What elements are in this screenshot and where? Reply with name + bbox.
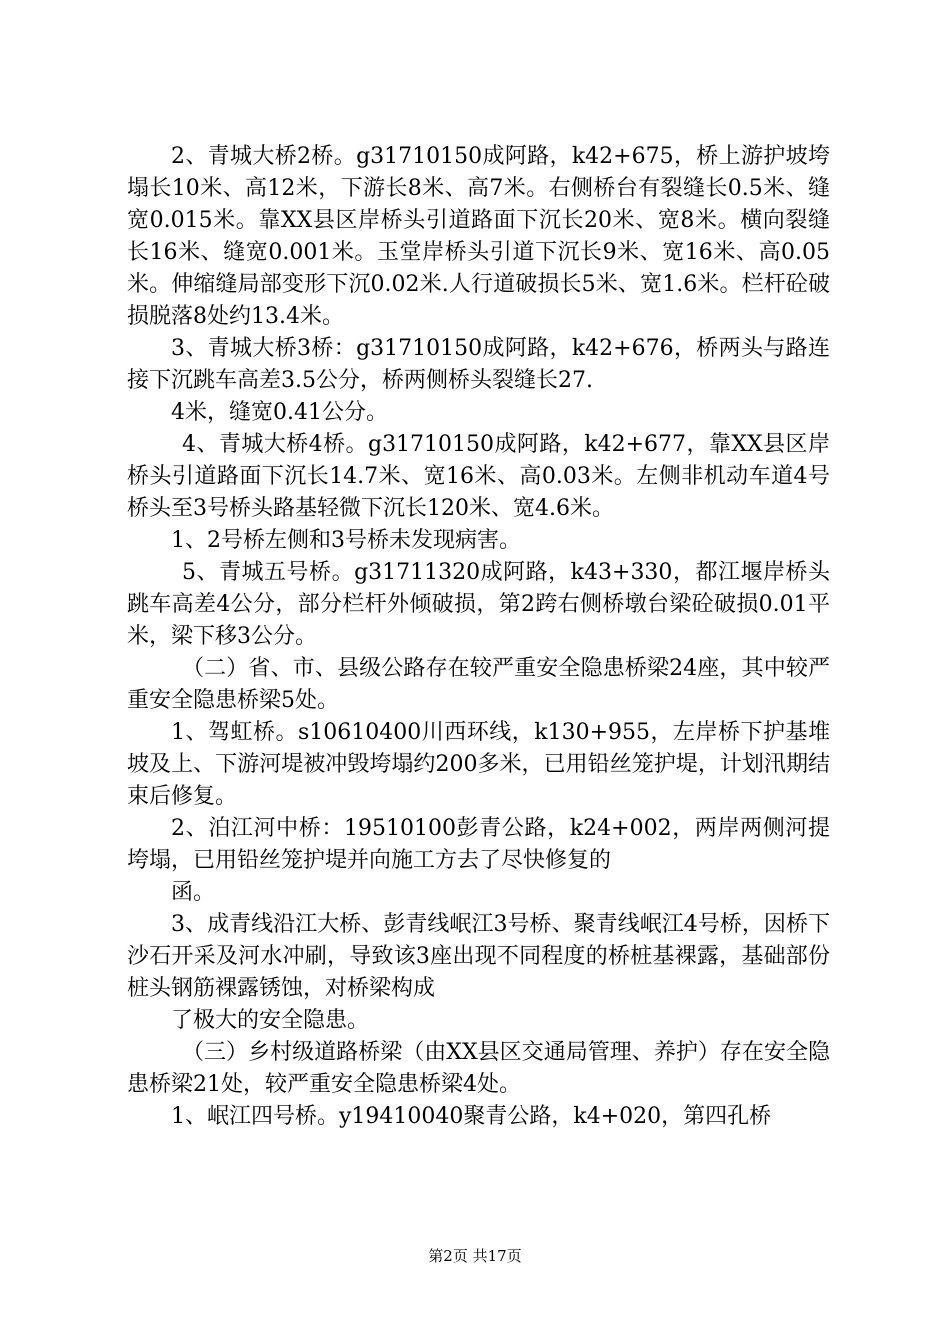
paragraph: 了极大的安全隐患。	[171, 1008, 370, 1033]
paragraph: 4、青城大桥4桥。g31710150成阿路，k42+677，靠XX县区岸桥头引道路面下沉长14.7米、宽16米、高0.03米。左侧非机动车道4号桥头至3号桥头路基轻微下沉长120米、宽4.6米。	[127, 432, 830, 521]
paragraph: 1、2号桥左侧和3号桥未发现病害。	[171, 528, 521, 553]
page-number-footer: 第2页 共17页	[428, 1247, 522, 1265]
paragraph: 3、青城大桥3桥：g31710150成阿路，k42+676，桥两头与路连接下沉跳车高差3.5公分，桥两侧桥头裂缝长27.	[127, 336, 830, 393]
paragraph: 3、成青线沿江大桥、彭青线岷江3号桥、聚青线岷江4号桥，因桥下沙石开采及河水冲刷，导致该3座出现不同程度的桥桩基裸露，基础部份桩头钢筋裸露锈蚀，对桥梁构成	[127, 912, 830, 1001]
paragraph: （二）省、市、县级公路存在较严重安全隐患桥梁24座，其中较严重安全隐患桥梁5处。	[127, 656, 830, 713]
paragraph: 2、青城大桥2桥。g31710150成阿路，k42+675，桥上游护坡垮塌长10米、高12米，下游长8米、高7米。右侧桥台有裂缝长0.5米、缝宽0.015米。靠XX县区岸桥头引道路面下沉长20米、宽8米。横向裂缝长16米、缝宽0.001米。玉堂岸桥头引道下沉长9米、宽16米、高0.05米。伸缩缝局部变形下沉0.02米.人行道破损长5米、宽1.6米。栏杆砼破损脱落8处约13.4米。	[127, 144, 830, 329]
paragraph: 4米，缝宽0.41公分。	[171, 400, 388, 425]
paragraph: 5、青城五号桥。g31711320成阿路，k43+330，都江堰岸桥头跳车高差4公分，部分栏杆外倾破损，第2跨右侧桥墩台梁砼破损0.01平米，梁下移3公分。	[127, 560, 830, 649]
paragraph: 函。	[171, 880, 216, 905]
paragraph: 1、驾虹桥。s10610400川西环线，k130+955，左岸桥下护基堆坡及上、下游河堤被冲毁垮塌约200多米，已用铅丝笼护堤，计划汛期结束后修复。	[127, 720, 830, 809]
document-body	[127, 141, 830, 1133]
paragraph: 1、岷江四号桥。y19410040聚青公路，k4+020，第四孔桥	[171, 1104, 772, 1129]
paragraph: 2、泊江河中桥：19510100彭青公路，k24+002，两岸两侧河提垮塌，已用铅丝笼护堤并向施工方去了尽快修复的	[127, 816, 830, 873]
paragraph: （三）乡村级道路桥梁（由XX县区交通局管理、养护）存在安全隐患桥梁21处，较严重安全隐患桥梁4处。	[127, 1040, 830, 1097]
